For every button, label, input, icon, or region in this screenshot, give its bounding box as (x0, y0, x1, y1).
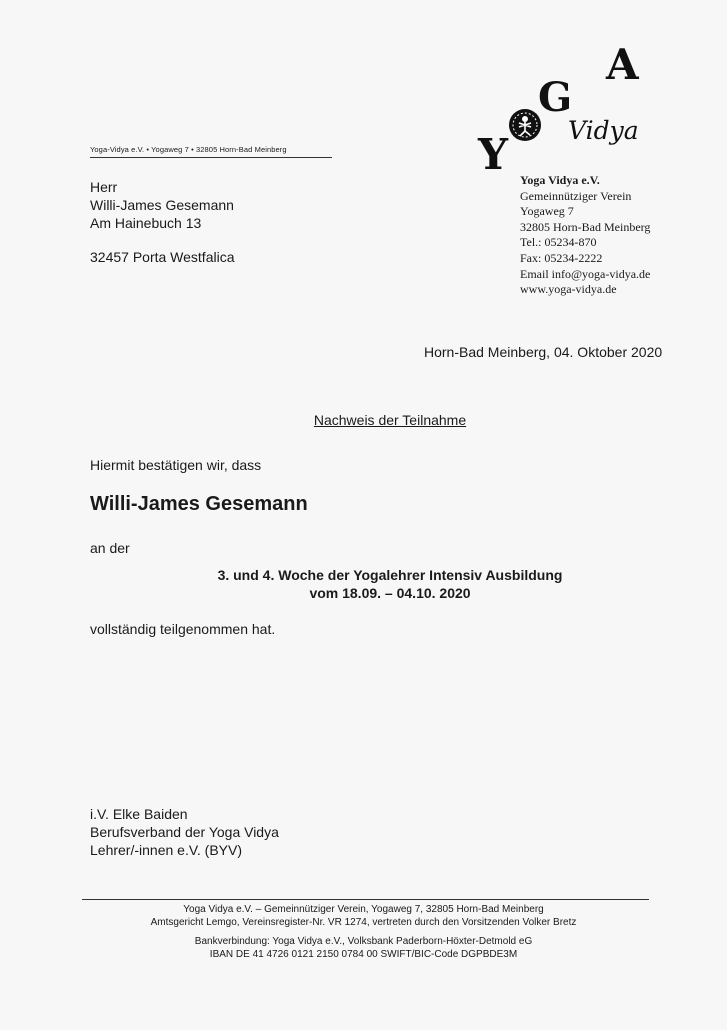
signature-org-line2: Lehrer/-innen e.V. (BYV) (90, 842, 243, 858)
footer-line-3: Bankverbindung: Yoga Vidya e.V., Volksbank Paderborn-Höxter-Detmold eG (194, 936, 533, 947)
recipient-address (90, 178, 235, 266)
yoga-vidya-logo (470, 40, 650, 180)
org-fax: Fax: 05234-2222 (520, 250, 603, 265)
org-name: Yoga Vidya e.V. (520, 173, 600, 187)
signature-block (90, 805, 279, 859)
an-der-text: an der (90, 540, 130, 556)
org-type: Gemeinnütziger Verein (520, 188, 632, 203)
footer (0, 903, 727, 961)
organization-info (520, 173, 650, 298)
logo-letter-a: A (606, 40, 639, 89)
org-city: 32805 Horn-Bad Meinberg (520, 219, 651, 234)
logo-letter-y: Y (478, 130, 508, 179)
recipient-name: Willi-James Gesemann (90, 197, 234, 213)
course-details (0, 566, 727, 602)
participant-name: Willi-James Gesemann (90, 493, 308, 515)
sender-return-address: Yoga-Vidya e.V. • Yogaweg 7 • 32805 Horn-Bad Meinberg (90, 145, 332, 158)
footer-line-4: IBAN DE 41 4726 0121 2150 0784 00 SWIFT/BIC-Code DGPBDE3M (209, 949, 518, 960)
org-tel: Tel.: 05234-870 (520, 235, 597, 250)
footer-divider (82, 899, 649, 900)
logo-vidya: Vidya (568, 116, 639, 145)
document-subject (0, 412, 727, 428)
course-title: 3. und 4. Woche der Yogalehrer Intensiv Ausbildung (217, 567, 563, 583)
subject-text: Nachweis der Teilnahme (313, 412, 467, 428)
org-website: www.yoga-vidya.de (520, 282, 617, 297)
footer-line-2: Amtsgericht Lemgo, Vereinsregister-Nr. VR 1274, vertreten durch den Vorsitzenden Volker Bretz (150, 917, 577, 928)
org-email: Email info@yoga-vidya.de (520, 266, 651, 281)
logo-letter-g: G (538, 74, 573, 121)
dancing-deity-emblem-icon (508, 108, 542, 142)
intro-text: Hiermit bestätigen wir, dass (90, 457, 262, 473)
org-street: Yogaweg 7 (520, 204, 574, 219)
recipient-street: Am Hainebuch 13 (90, 215, 202, 231)
date-line: Horn-Bad Meinberg, 04. Oktober 2020 (424, 344, 663, 360)
footer-line-1: Yoga Vidya e.V. – Gemeinnütziger Verein, Yogaweg 7, 32805 Horn-Bad Meinberg (183, 904, 544, 915)
recipient-city: 32457 Porta Westfalica (90, 249, 235, 265)
completion-text: vollständig teilgenommen hat. (90, 621, 276, 637)
course-dates: vom 18.09. – 04.10. 2020 (309, 585, 471, 601)
signature-name: i.V. Elke Baiden (90, 806, 188, 822)
recipient-salutation: Herr (90, 179, 118, 195)
signature-org-line1: Berufsverband der Yoga Vidya (90, 824, 279, 840)
